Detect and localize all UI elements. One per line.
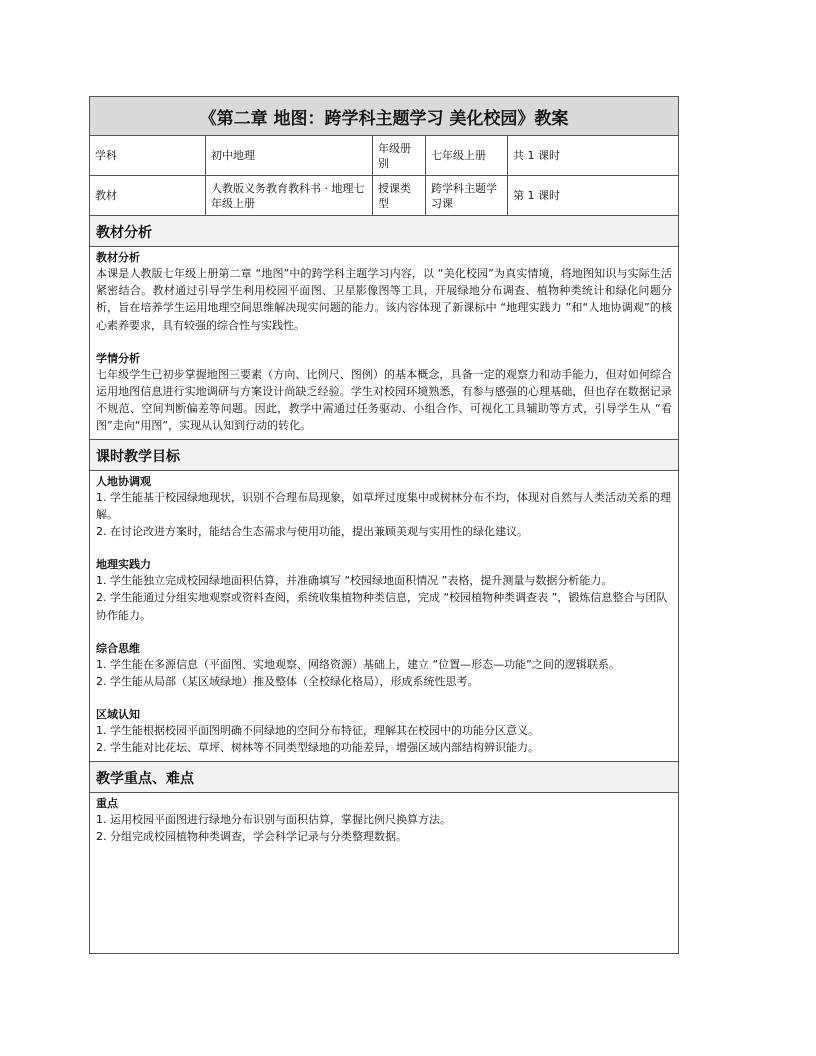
info-value-grade: 七年级上册: [426, 136, 508, 176]
subheading-goal-group: 区域认知: [96, 708, 140, 722]
subheading-goal-group: 综合思维: [96, 641, 140, 655]
info-value-subject: 初中地理: [206, 136, 373, 176]
info-label-lesson-type: 授课类型: [373, 176, 426, 216]
section-body-analysis: [90, 247, 678, 440]
goal-item: 2. 学生能从局部（某区域绿地）推及整体（全校绿化格局），形成系统性思考。: [96, 675, 479, 689]
document-title: 《第二章 地图：跨学科主题学习 美化校园》教案: [90, 97, 678, 136]
subheading-textbook-analysis: 教材分析: [96, 251, 140, 264]
paragraph-textbook-analysis: 本课是人教版七年级上册第二章 “地图”中的跨学科主题学习内容，以 “美化校园”为真实情境，将地图知识与实际生活紧密结合。教材通过引导学生利用校园平面图、卫星影像图等工具，开展绿地分布调查、植物种类统计和绿化问题分析，旨在培养学生运用地理空间思维解决现实问题的能力。该内容体现了新课标中 “地理实践力 ”和“人地协调观”的核心素养要求，具有较强的综合性与实践性。: [96, 267, 672, 332]
goal-item: 1. 学生能在多源信息（平面图、实地观察、网络资源）基础上，建立 “位置—形态—功能”之间的逻辑联系。: [96, 657, 620, 671]
goal-item: 2. 学生能通过分组实地观察或资料查阅，系统收集植物种类信息，完成 “校园植物种类调查表 ”，锻炼信息整合与团队协作能力。: [96, 591, 668, 622]
section-body-keypoints: [90, 793, 678, 849]
section-heading-keypoints: 教学重点、难点: [90, 762, 678, 793]
paragraph-student-analysis: 七年级学生已初步掌握地图三要素（方向、比例尺、图例）的基本概念，具备一定的观察力和动手能力，但对如何综合运用地图信息进行实地调研与方案设计尚缺乏经验。学生对校园环境熟悉，有参与感强的心理基础，但也存在数据记录不规范、空间判断偏差等问题。因此，教学中需通过任务驱动、小组合作、可视化工具辅助等方式，引导学生从 “看图”走向“用图”，实现从认知到行动的转化。: [96, 367, 672, 433]
info-label-subject: 学科: [90, 136, 206, 176]
keypoint-item: 2. 分组完成校园植物种类调查，学会科学记录与分类整理数据。: [96, 829, 407, 843]
info-value-lesson-type: 跨学科主题学习课: [426, 176, 508, 216]
goal-item: 2. 学生能对比花坛、草坪、树林等不同类型绿地的功能差异，增强区域内部结构辨识能力。: [96, 741, 539, 755]
info-value-textbook: 人教版义务教育教科书 · 地理七年级上册: [206, 176, 373, 216]
goal-item: 2. 在讨论改进方案时，能结合生态需求与使用功能，提出兼顾美观与实用性的绿化建议。: [96, 525, 528, 539]
subheading-keypoints: 重点: [96, 796, 118, 810]
info-label-grade: 年级册别: [373, 136, 426, 176]
section-heading-analysis: 教材分析: [90, 216, 678, 247]
subheading-goal-group: 人地协调观: [96, 474, 151, 488]
info-table: [90, 136, 678, 216]
info-label-textbook: 教材: [90, 176, 206, 216]
keypoint-item: 1. 运用校园平面图进行绿地分布识别与面积估算，掌握比例尺换算方法。: [96, 812, 451, 826]
goal-item: 1. 学生能基于校园绿地现状，识别不合理布局现象，如草坪过度集中或树林分布不均，体现对自然与人类活动关系的理解。: [96, 490, 671, 521]
info-value-period: 第 1 课时: [508, 176, 678, 216]
lesson-plan-document: [89, 96, 679, 954]
info-value-total-periods: 共 1 课时: [508, 136, 678, 176]
section-body-goals: [90, 471, 678, 762]
goal-item: 1. 学生能独立完成校园绿地面积估算，并准确填写 “校园绿地面积情况 ”表格，提升测量与数据分析能力。: [96, 574, 613, 588]
subheading-goal-group: 地理实践力: [96, 558, 151, 572]
goal-item: 1. 学生能根据校园平面图明确不同绿地的空间分布特征，理解其在校园中的功能分区意义。: [96, 724, 539, 738]
section-heading-goals: 课时教学目标: [90, 440, 678, 471]
subheading-student-analysis: 学情分析: [96, 351, 140, 365]
